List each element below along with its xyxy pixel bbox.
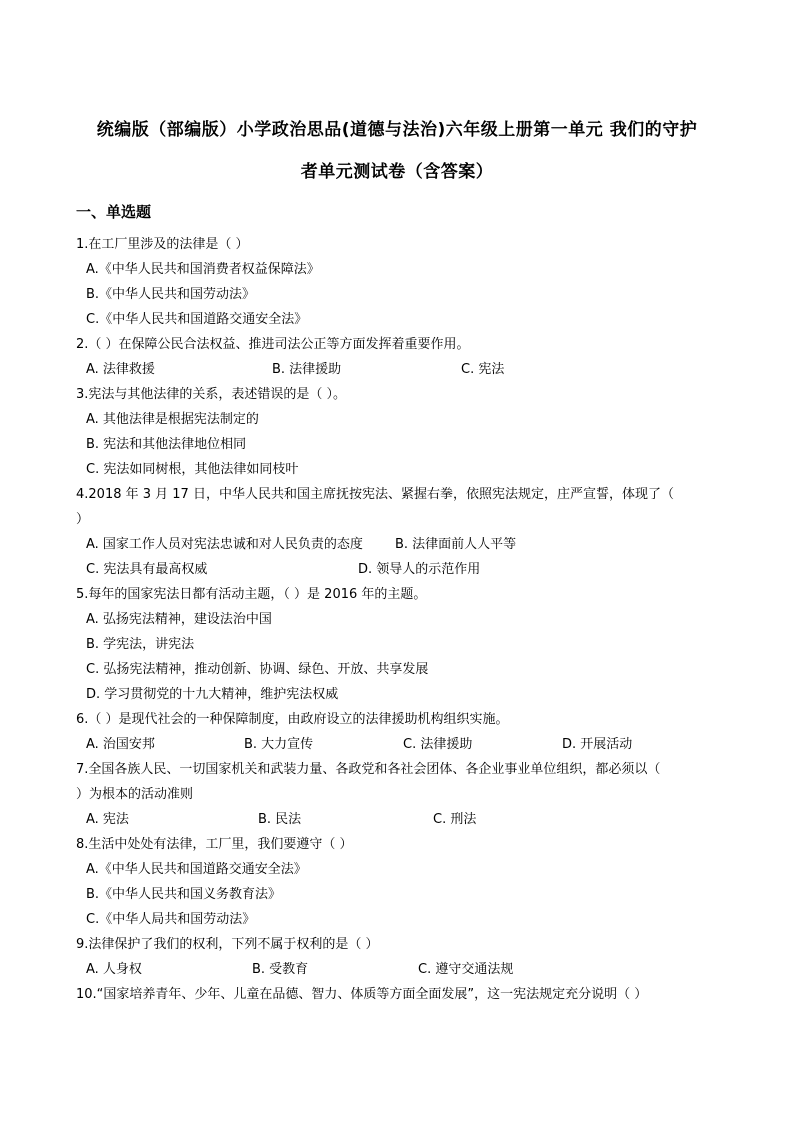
document-title-line-1: 统编版（部编版）小学政治思品(道德与法治)六年级上册第一单元 我们的守护 xyxy=(96,120,698,140)
question-1-option-b: B.《中华人民共和国劳动法》 xyxy=(86,287,256,302)
section-heading: 一、单选题 xyxy=(76,203,152,221)
question-8-option-b: B.《中华人民共和国义务教育法》 xyxy=(86,887,282,902)
question-4-option-c: C. 宪法具有最高权威 xyxy=(86,562,208,577)
question-3-option-a: A. 其他法律是根据宪法制定的 xyxy=(86,412,259,427)
question-9-option-b: B. 受教育 xyxy=(252,962,309,977)
question-6-option-c: C. 法律援助 xyxy=(403,737,473,752)
question-2-option-b: B. 法律援助 xyxy=(272,362,342,377)
question-4-stem-line-2: ） xyxy=(76,512,90,527)
question-8-stem: 8.生活中处处有法律，工厂里，我们要遵守（ ） xyxy=(76,837,353,852)
question-8-option-a: A.《中华人民共和国道路交通安全法》 xyxy=(86,862,307,877)
question-5-option-a: A. 弘扬宪法精神，建设法治中国 xyxy=(86,612,272,627)
question-2-option-c: C. 宪法 xyxy=(461,362,505,377)
question-4-option-a: A. 国家工作人员对宪法忠诚和对人民负责的态度 xyxy=(86,537,363,552)
question-5-option-b: B. 学宪法，讲宪法 xyxy=(86,637,195,652)
question-7-option-b: B. 民法 xyxy=(258,812,302,827)
question-7-stem-line-1: 7.全国各族人民、一切国家机关和武装力量、各政党和各社会团体、各企业事业单位组织，都必须以（ xyxy=(76,762,661,777)
question-6-option-b: B. 大力宣传 xyxy=(244,737,314,752)
question-3-stem: 3.宪法与其他法律的关系，表述错误的是（ ）。 xyxy=(76,387,347,402)
question-2-option-a: A. 法律救援 xyxy=(86,362,155,377)
question-6-option-d: D. 开展活动 xyxy=(562,737,633,752)
question-7-option-a: A. 宪法 xyxy=(86,812,129,827)
question-7-stem-line-2: ）为根本的活动准则 xyxy=(76,787,194,802)
question-1-stem: 1.在工厂里涉及的法律是（ ） xyxy=(76,237,249,252)
question-9-stem: 9.法律保护了我们的权利，下列不属于权利的是（ ） xyxy=(76,937,379,952)
question-9-option-a: A. 人身权 xyxy=(86,962,142,977)
question-10-stem: 10.“国家培养青年、少年、儿童在品德、智力、体质等方面全面发展”，这一宪法规定充分说明（ ） xyxy=(76,987,648,1002)
question-1-option-c: C.《中华人民共和国道路交通安全法》 xyxy=(86,312,308,327)
question-2-stem: 2.（ ）在保障公民合法权益、推进司法公正等方面发挥着重要作用。 xyxy=(76,337,470,352)
question-6-option-a: A. 治国安邦 xyxy=(86,737,155,752)
question-6-stem: 6.（ ）是现代社会的一种保障制度，由政府设立的法律援助机构组织实施。 xyxy=(76,712,509,727)
question-4-stem-line-1: 4.2018 年 3 月 17 日，中华人民共和国主席抚按宪法、紧握右拳，依照宪法规定，庄严宣誓，体现了（ xyxy=(76,487,674,502)
question-4-option-b: B. 法律面前人人平等 xyxy=(395,537,517,552)
question-5-option-c: C. 弘扬宪法精神，推动创新、协调、绿色、开放、共享发展 xyxy=(86,662,429,677)
document-title-line-2: 者单元测试卷（含答案） xyxy=(300,162,494,182)
question-3-option-c: C. 宪法如同树根，其他法律如同枝叶 xyxy=(86,462,299,477)
question-1-option-a: A.《中华人民共和国消费者权益保障法》 xyxy=(86,262,320,277)
question-3-option-b: B. 宪法和其他法律地位相同 xyxy=(86,437,247,452)
question-7-option-c: C. 刑法 xyxy=(433,812,477,827)
question-5-stem: 5.每年的国家宪法日都有活动主题，（ ）是 2016 年的主题。 xyxy=(76,587,427,602)
question-8-option-c: C.《中华人局共和国劳动法》 xyxy=(86,912,256,927)
question-9-option-c: C. 遵守交通法规 xyxy=(418,962,514,977)
question-5-option-d: D. 学习贯彻党的十九大精神，维护宪法权威 xyxy=(86,687,339,702)
question-4-option-d: D. 领导人的示范作用 xyxy=(358,562,481,577)
